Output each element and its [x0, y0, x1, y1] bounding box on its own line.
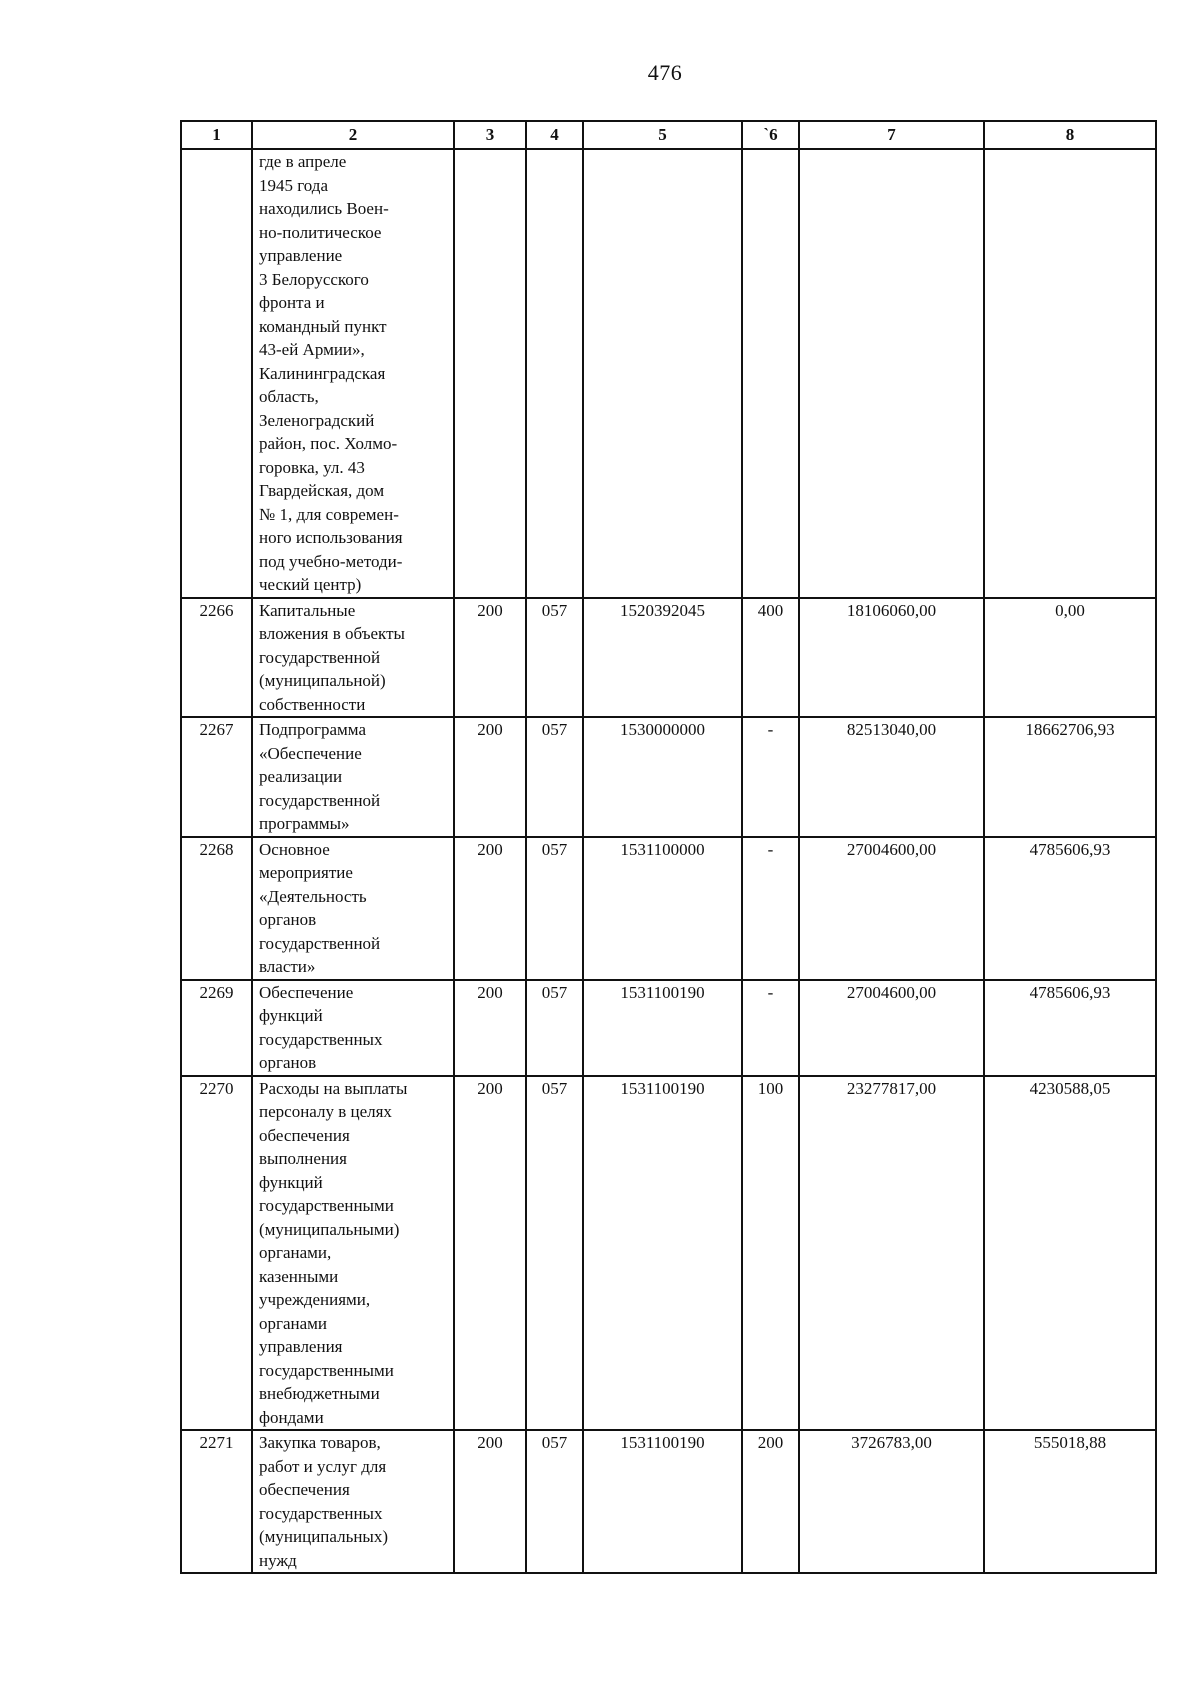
col5-code: 1531100190 [583, 1430, 742, 1573]
row-name: Подпрограмма «Обеспечение реализации государственной программы» [252, 717, 454, 837]
col7-amount: 23277817,00 [799, 1076, 984, 1431]
col7-amount: 27004600,00 [799, 980, 984, 1076]
col7-amount: 18106060,00 [799, 598, 984, 718]
header-cell: `6 [742, 121, 799, 149]
col4-value: 057 [526, 717, 583, 837]
table-row [181, 1430, 1156, 1573]
col6-value: - [742, 980, 799, 1076]
col3-value: 200 [454, 980, 526, 1076]
col6-value: - [742, 837, 799, 980]
col7-amount: 27004600,00 [799, 837, 984, 980]
col3-value: 200 [454, 1076, 526, 1431]
col4-value: 057 [526, 980, 583, 1076]
header-cell: 4 [526, 121, 583, 149]
row-number: 2267 [181, 717, 252, 837]
col6-value: - [742, 717, 799, 837]
table-row [181, 1076, 1156, 1431]
row-name: Основное мероприятие «Деятельность органов государственной власти» [252, 837, 454, 980]
table-row [181, 598, 1156, 718]
col6-value: 400 [742, 598, 799, 718]
empty-cell [984, 149, 1156, 598]
table-row [181, 837, 1156, 980]
row-number: 2268 [181, 837, 252, 980]
header-cell: 2 [252, 121, 454, 149]
col8-amount: 4785606,93 [984, 980, 1156, 1076]
row-number [181, 149, 252, 598]
col6-value: 100 [742, 1076, 799, 1431]
header-row [181, 121, 1156, 149]
col6-value: 200 [742, 1430, 799, 1573]
col4-value: 057 [526, 1430, 583, 1573]
col3-value: 200 [454, 598, 526, 718]
empty-cell [799, 149, 984, 598]
col8-amount: 555018,88 [984, 1430, 1156, 1573]
table-row [181, 717, 1156, 837]
row-name: Обеспечение функций государственных органов [252, 980, 454, 1076]
header-cell: 1 [181, 121, 252, 149]
col5-code: 1520392045 [583, 598, 742, 718]
col5-code: 1531100000 [583, 837, 742, 980]
col4-value: 057 [526, 1076, 583, 1431]
row-name: Расходы на выплаты персоналу в целях обеспечения выполнения функций государственными (муниципальными) органами, казенными учреждениями, органами управления государственными внебюджетными фондами [252, 1076, 454, 1431]
row-number: 2270 [181, 1076, 252, 1431]
row-number: 2269 [181, 980, 252, 1076]
continuation-row [181, 149, 1156, 598]
col5-code: 1531100190 [583, 1076, 742, 1431]
col3-value: 200 [454, 1430, 526, 1573]
header-cell: 5 [583, 121, 742, 149]
col4-value: 057 [526, 837, 583, 980]
empty-cell [742, 149, 799, 598]
row-number: 2271 [181, 1430, 252, 1573]
empty-cell [583, 149, 742, 598]
row-name: Капитальные вложения в объекты государственной (муниципальной) собственности [252, 598, 454, 718]
row-number: 2266 [181, 598, 252, 718]
continuation-text: где в апреле 1945 года находились Воен- но-политическое управление 3 Белорусского фронта и командный пункт 43-ей Армии», Калининградская область, Зеленоградский район, пос. Холмо- горовка, ул. 43 Гвардейская, дом № 1, для современ- ного использования под учебно-методи- ческий центр) [252, 149, 454, 598]
col8-amount: 18662706,93 [984, 717, 1156, 837]
page-number: 476 [647, 60, 683, 85]
budget-table [180, 120, 1157, 1574]
col4-value: 057 [526, 598, 583, 718]
col8-amount: 4785606,93 [984, 837, 1156, 980]
table-row [181, 980, 1156, 1076]
header-cell: 3 [454, 121, 526, 149]
col5-code: 1531100190 [583, 980, 742, 1076]
col8-amount: 4230588,05 [984, 1076, 1156, 1431]
header-cell: 7 [799, 121, 984, 149]
row-name: Закупка товаров, работ и услуг для обеспечения государственных (муниципальных) нужд [252, 1430, 454, 1573]
col8-amount: 0,00 [984, 598, 1156, 718]
col7-amount: 82513040,00 [799, 717, 984, 837]
empty-cell [454, 149, 526, 598]
col3-value: 200 [454, 837, 526, 980]
header-cell: 8 [984, 121, 1156, 149]
col7-amount: 3726783,00 [799, 1430, 984, 1573]
col3-value: 200 [454, 717, 526, 837]
empty-cell [526, 149, 583, 598]
col5-code: 1530000000 [583, 717, 742, 837]
